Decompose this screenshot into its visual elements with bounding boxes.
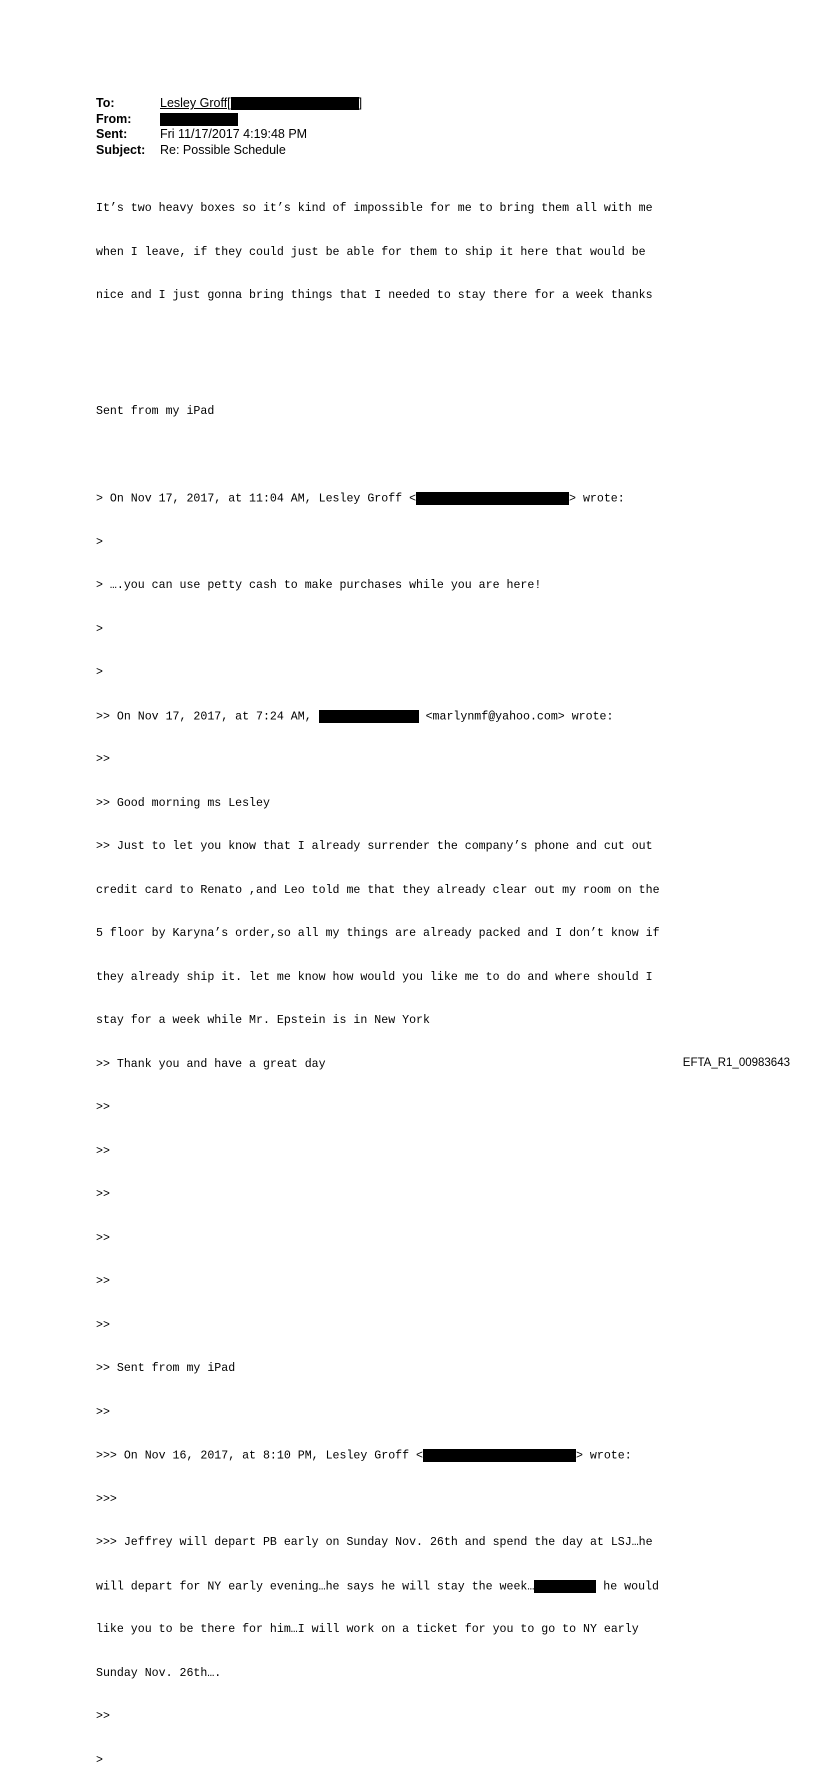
redaction-box <box>423 1449 576 1462</box>
quote-header-line: > On Nov 17, 2017, at 11:04 AM, Lesley Groff < > wrote: <box>96 492 625 506</box>
quote-line: >> <box>96 1144 110 1158</box>
quote-line: >> <box>96 1188 110 1201</box>
from-row <box>96 112 362 128</box>
quote-line: Sunday Nov. 26th…. <box>96 1666 222 1680</box>
quote-line: >> Sent from my iPad <box>96 1362 236 1375</box>
quote-line: stay for a week while Mr. Epstein is in New York <box>96 1014 430 1027</box>
quote-line: >>> <box>96 1492 117 1506</box>
quote-line: credit card to Renato ,and Leo told me that they already clear out my room on the <box>96 883 660 897</box>
redaction-box <box>416 492 569 505</box>
quote-line: >> Good morning ms Lesley <box>96 796 270 810</box>
body-line: when I leave, if they could just be able for them to ship it here that would be <box>96 245 646 259</box>
body-line: nice and I just gonna bring things that I needed to stay there for a week thanks <box>96 289 653 302</box>
quote-line: >> Thank you and have a great day <box>96 1057 326 1071</box>
from-label: From: <box>96 111 132 126</box>
to-close-bracket: ] <box>358 96 363 110</box>
to-value: Lesley Groff[ <box>160 96 231 110</box>
quote-line: >> <box>96 1405 110 1419</box>
quote-line: >> <box>96 1231 110 1245</box>
quote-line: >> <box>96 1275 110 1288</box>
quote-line: > ….you can use petty cash to make purchases while you are here! <box>96 579 542 592</box>
quote-line: >> Just to let you know that I already surrender the company’s phone and cut out <box>96 840 653 853</box>
quote-header-line: >> On Nov 17, 2017, at 7:24 AM, <marlynmf@yahoo.com> wrote: <box>96 710 614 724</box>
quote-line: >> <box>96 1318 110 1332</box>
redaction-box <box>160 113 238 126</box>
quote-line: like you to be there for him…I will work on a ticket for you to go to NY early <box>96 1623 639 1636</box>
redaction-box <box>534 1580 596 1593</box>
redaction-box <box>319 710 419 723</box>
email-body <box>96 173 660 1783</box>
subject-row <box>96 143 362 159</box>
quote-line: > <box>96 666 103 679</box>
quote-line: > <box>96 535 103 549</box>
quote-line: they already ship it. let me know how would you like me to do and where should I <box>96 970 653 984</box>
sent-from-line: Sent from my iPad <box>96 405 215 418</box>
to-row <box>96 96 362 112</box>
to-label: To: <box>96 96 115 110</box>
quote-line: will depart for NY early evening…he says he will stay the week… he would <box>96 1580 659 1594</box>
quote-header-line: >>> On Nov 16, 2017, at 8:10 PM, Lesley Groff < > wrote: <box>96 1449 632 1463</box>
body-line: It’s two heavy boxes so it’s kind of impossible for me to bring them all with me <box>96 202 653 215</box>
email-header <box>96 96 362 158</box>
quote-line: >> <box>96 1710 110 1723</box>
subject-label: Subject: <box>96 142 146 157</box>
quote-line: > <box>96 622 103 636</box>
redaction-box <box>231 97 359 110</box>
quote-line: >> <box>96 753 110 766</box>
subject-value: Re: Possible Schedule <box>160 142 286 157</box>
sent-value: Fri 11/17/2017 4:19:48 PM <box>160 127 308 141</box>
quote-line: >>> Jeffrey will depart PB early on Sunday Nov. 26th and spend the day at LSJ…he <box>96 1536 653 1549</box>
document-id: EFTA_R1_00983643 <box>682 1057 790 1069</box>
quote-line: > <box>96 1753 103 1767</box>
sent-row <box>96 127 362 143</box>
quote-line: 5 floor by Karyna’s order,so all my things are already packed and I don’t know if <box>96 927 660 940</box>
quote-line: >> <box>96 1101 110 1114</box>
sent-label: Sent: <box>96 127 128 141</box>
